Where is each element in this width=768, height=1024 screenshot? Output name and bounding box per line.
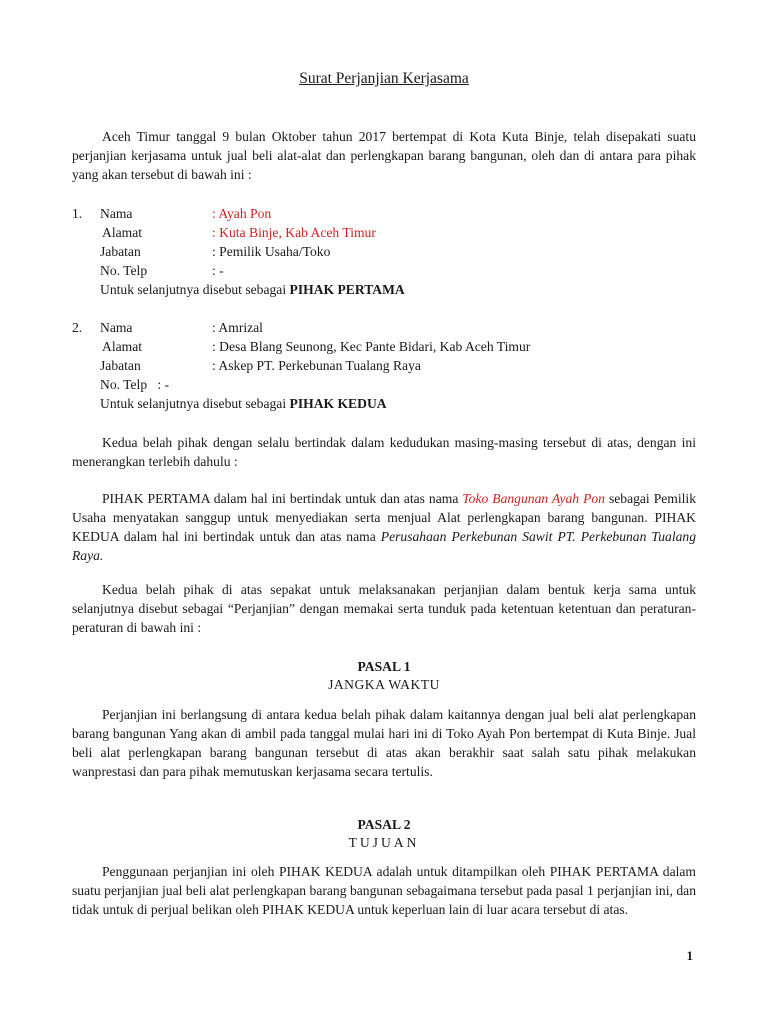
party-2-block bbox=[72, 318, 696, 413]
party-1-position-value: : Pemilik Usaha/Toko bbox=[212, 244, 331, 259]
party-2-name-value: : Amrizal bbox=[212, 320, 263, 335]
company-name: Perusahaan Perkebunan Sawit PT. Perkebunan Tualang Raya. bbox=[72, 529, 697, 563]
party-1-address-value: : Kuta Binje, Kab Aceh Timur bbox=[212, 225, 376, 240]
roles-paragraph: PIHAK PERTAMA dalam hal ini bertindak untuk dan atas nama Toko Bangunan Ayah Pon sebagai Pemilik Usaha menyatakan sanggup untuk menyediakan serta menjual Alat perlengkapan barang bangunan. PIHAK KEDUA dalam hal ini bertindak untuk dan atas nama Perusahaan Perkebunan Sawit PT. Perkebunan Tualang Raya. bbox=[72, 491, 697, 563]
party-1-block bbox=[72, 204, 696, 299]
shop-name: Toko Bangunan Ayah Pon bbox=[462, 491, 605, 506]
pasal-1-heading: PASAL 1 bbox=[357, 659, 411, 674]
party-2-designation-bold: PIHAK KEDUA bbox=[289, 396, 387, 411]
party-1-phone-value: : - bbox=[212, 263, 224, 278]
party-2-designation: Untuk selanjutnya disebut sebagai PIHAK KEDUA bbox=[100, 396, 387, 411]
party-2-position-value: : Askep PT. Perkebunan Tualang Raya bbox=[212, 358, 421, 373]
party-1-designation: Untuk selanjutnya disebut sebagai PIHAK PERTAMA bbox=[100, 282, 405, 297]
document-title: Surat Perjanjian Kerjasama bbox=[299, 70, 469, 87]
party-2-position-label: Jabatan bbox=[100, 358, 141, 373]
page-number: 1 bbox=[686, 948, 693, 963]
pasal-2-subheading: TUJUAN bbox=[348, 835, 420, 850]
party-2-address-value: : Desa Blang Seunong, Kec Pante Bidari, Kab Aceh Timur bbox=[212, 339, 531, 354]
party-1-designation-bold: PIHAK PERTAMA bbox=[289, 282, 405, 297]
party-2-phone-line: No. Telp : - bbox=[100, 377, 170, 392]
party-2-address-label: Alamat bbox=[102, 339, 143, 354]
intro-paragraph: Aceh Timur tanggal 9 bulan Oktober tahun 2017 bertempat di Kota Kuta Binje, telah disepakati suatu perjanjian kerjasama untuk jual beli alat-alat dan perlengkapan barang bangunan, oleh dan di antara para pihak yang akan tersebut di bawah ini : bbox=[72, 129, 696, 182]
party-1-name-label: Nama bbox=[100, 206, 133, 221]
pasal-1-subheading: JANGKA WAKTU bbox=[328, 677, 440, 692]
party-2-number: 2. bbox=[72, 320, 83, 335]
pasal-2-body: Penggunaan perjanjian ini oleh PIHAK KEDUA adalah untuk ditampilkan oleh PIHAK PERTAMA dalam suatu perjanjian jual beli alat perlengkapan barang bangunan sebagaimana tersebut pada pasal 1 perjanjian ini, dan tidak untuk di perjual belikan oleh PIHAK KEDUA untuk keperluan lain di luar acara tersebut di atas. bbox=[72, 864, 696, 917]
party-1-address-label: Alamat bbox=[102, 225, 143, 240]
pasal-2-heading: PASAL 2 bbox=[357, 817, 411, 832]
party-1-phone-label: No. Telp bbox=[100, 263, 148, 278]
party-1-number: 1. bbox=[72, 206, 83, 221]
party-2-name-label: Nama bbox=[100, 320, 133, 335]
agreement-paragraph: Kedua belah pihak di atas sepakat untuk melaksanakan perjanjian dalam bentuk kerja sama untuk selanjutnya disebut sebagai “Perjanjian” dengan memakai serta tunduk pada ketentuan ketentuan dan peraturan-peraturan di bawah ini : bbox=[72, 582, 696, 635]
party-1-position-label: Jabatan bbox=[100, 244, 141, 259]
pasal-1-body: Perjanjian ini berlangsung di antara kedua belah pihak dalam kaitannya dengan jual beli alat perlengkapan barang bangunan Yang akan di ambil pada tanggal mulai hari ini di Toko Ayah Pon bertempat di Kuta Binje. Jual beli alat perlengkapan barang bangunan tersebut di atas akan berakhir saat salah satu pihak melakukan wanprestasi dan para pihak memutuskan kerjasama secara tertulis. bbox=[72, 707, 696, 779]
statement-paragraph: Kedua belah pihak dengan selalu bertindak dalam kedudukan masing-masing tersebut di atas, dengan ini menerangkan terlebih dahulu : bbox=[72, 435, 696, 469]
party-1-name-value: : Ayah Pon bbox=[212, 206, 272, 221]
